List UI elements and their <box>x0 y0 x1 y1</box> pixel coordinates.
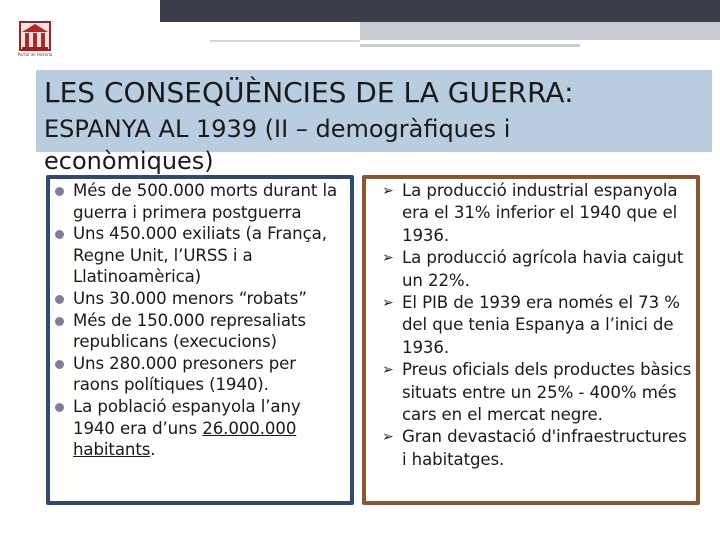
decor-rule-secondary <box>210 40 360 42</box>
arrow-bullet-icon: ➢ <box>382 295 394 312</box>
list-item-text: Més de 500.000 morts durant la guerra i primera postguerra <box>73 181 338 222</box>
list-item-end: . <box>150 440 156 460</box>
list-item <box>54 353 346 396</box>
bullet-icon <box>55 360 64 369</box>
list-item <box>382 426 694 471</box>
arrow-bullet-icon: ➢ <box>382 183 394 199</box>
list-item <box>54 396 346 461</box>
bullet-icon <box>55 230 64 239</box>
list-item-text: La població espanyola l’any 1940 era d’uns <box>73 396 301 438</box>
arrow-bullet-icon: ➢ <box>382 362 394 379</box>
list-item-text: Més de 150.000 represaliats republicans (execucions) <box>73 310 306 352</box>
top-decor-bar-light <box>360 22 720 40</box>
list-item <box>54 223 346 288</box>
page-subtitle-continued: econòmiques) <box>44 147 214 175</box>
list-item <box>382 180 694 247</box>
page-title: LES CONSEQÜÈNCIES DE LA GUERRA: <box>44 76 574 109</box>
bullet-icon <box>55 403 64 412</box>
list-item-text: El PIB de 1939 era només el 73 % del que tenia Espanya a l’inici de 1936. <box>402 293 680 357</box>
decor-rule <box>360 44 580 47</box>
list-item <box>54 288 346 310</box>
economic-list <box>382 180 694 471</box>
arrow-bullet-icon: ➢ <box>382 250 394 267</box>
list-item-text: Gran devastació d'infraestructures i habitatges. <box>402 427 687 469</box>
bullet-icon <box>55 295 64 304</box>
list-item-text: Preus oficials dels productes bàsics situats entre un 25% - 400% més cars en el mercat negre. <box>402 360 692 425</box>
page-subtitle: ESPANYA AL 1939 (II – demogràfiques i <box>44 115 511 143</box>
demographic-list <box>54 180 346 461</box>
top-decor-bar <box>160 0 720 22</box>
list-item-text: Uns 280.000 presoners per raons polítiques (1940). <box>73 353 297 395</box>
list-item <box>382 292 694 359</box>
list-item <box>382 359 694 426</box>
list-item-text: La producció industrial espanyola era el 31% inferior el 1940 que el 1936. <box>402 181 678 245</box>
list-item <box>382 247 694 292</box>
arrow-bullet-icon: ➢ <box>382 429 394 446</box>
population-figure: 26.000.000 habitants <box>73 418 297 460</box>
list-item-text: Uns 30.000 menors “robats” <box>73 288 307 308</box>
bullet-icon <box>55 317 64 326</box>
logo-caption: Portal de Historia <box>17 52 53 57</box>
list-item <box>54 180 346 223</box>
bullet-icon <box>55 187 64 196</box>
list-item-text: La producció agrícola havia caigut un 22%. <box>402 248 684 290</box>
list-item-text: Uns 450.000 exiliats (a França, Regne Unit, l’URSS i a Llatinoamèrica) <box>73 224 327 287</box>
list-item <box>54 310 346 353</box>
